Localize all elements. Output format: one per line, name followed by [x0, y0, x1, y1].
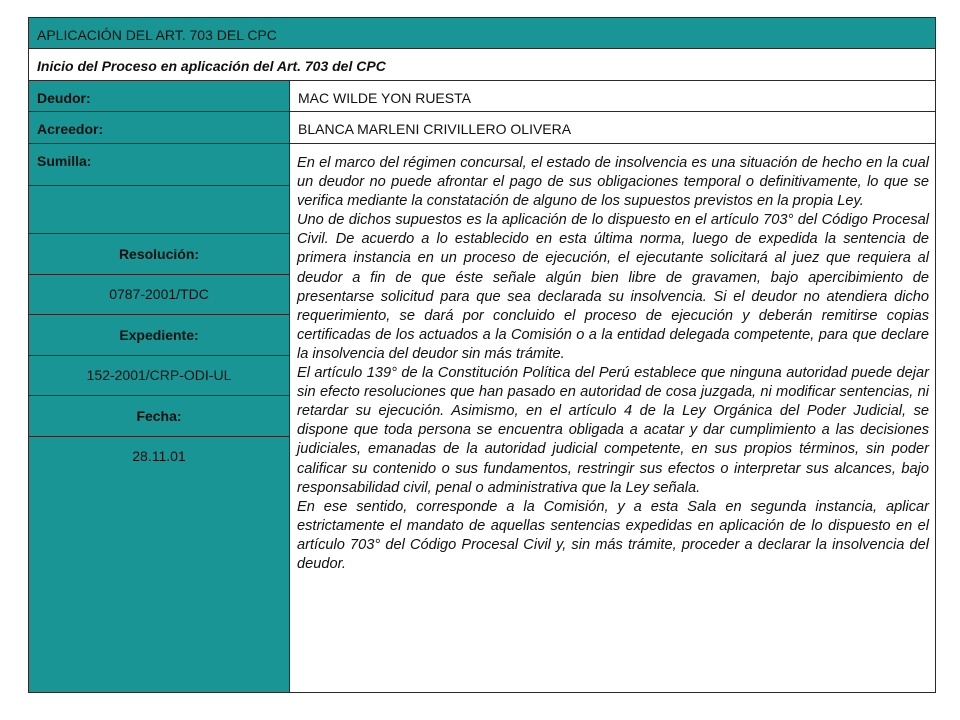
fecha-label-cell	[29, 396, 290, 437]
expediente-label: Expediente:	[119, 327, 199, 343]
document-title: APLICACIÓN DEL ART. 703 DEL CPC	[37, 27, 277, 43]
expediente-value: 152-2001/CRP-ODI-UL	[86, 367, 232, 383]
empty-teal-cell	[29, 186, 290, 234]
resolucion-label: Resolución:	[118, 246, 200, 262]
sumilla-paragraph: Uno de dichos supuestos es la aplicación de lo dispuesto en el artículo 703° del Código Procesal Civil. De acuerdo a lo establecido en esta última norma, luego de expedida la sentencia de primera instancia en un proceso de ejecución, el ejecutante solicitará al juez que requiera al deudor a fin de que éste señale algún bien libre de gravamen, bajo apercibimiento de presentarse solicitud para que sea declarada su insolvencia. Si el deudor no atendiera dicho requerimiento, se dará por concluido el proceso de ejecución y deberán remitirse copias certificadas de los actuados a la Comisión o a la entidad delegada competente, para que declare la insolvencia del deudor sin más trámite.	[297, 212, 929, 362]
document-subtitle: Inicio del Proceso en aplicación del Art. 703 del CPC	[37, 58, 386, 74]
expediente-value-cell	[29, 356, 290, 396]
subtitle-row	[29, 49, 935, 81]
resolucion-value: 0787-2001/TDC	[109, 286, 209, 302]
deudor-label-cell	[29, 81, 290, 112]
deudor-value: MAC WILDE YON RUESTA	[298, 90, 471, 106]
title-row	[29, 18, 935, 49]
acreedor-value: BLANCA MARLENI CRIVILLERO OLIVERA	[298, 121, 572, 137]
expediente-label-cell	[29, 315, 290, 356]
sumilla-label-cell	[29, 144, 290, 186]
acreedor-label-cell	[29, 112, 290, 144]
sumilla-paragraph: El artículo 139° de la Constitución Política del Perú establece que ninguna autoridad puede dejar sin efecto resoluciones que han pasado en autoridad de cosa juzgada, ni modificar sentencias, ni retardar su ejecución. Asimismo, en el artículo 4 de la Ley Orgánica del Poder Judicial, se dispone que toda persona se encuentra obligada a acatar y dar cumplimiento a las decisiones judiciales, emanadas de la autoridad judicial competente, en sus propios términos, sin poder calificar su contenido o sus fundamentos, restringir sus efectos o interpretar sus alcances, bajo responsabilidad civil, penal o administrativa que la Ley señala.	[297, 365, 929, 496]
resolucion-label-cell	[29, 234, 290, 275]
fecha-label: Fecha:	[136, 408, 182, 424]
document-table	[28, 17, 936, 693]
deudor-value-cell	[290, 81, 935, 112]
acreedor-label: Acreedor:	[37, 121, 104, 137]
sumilla-paragraph: En el marco del régimen concursal, el estado de insolvencia es una situación de hecho en la cual un deudor no puede afrontar el pago de sus obligaciones temporal o definitivamente, lo que se verifica mediante la constatación de alguno de los supuestos previstos en la propia Ley.	[297, 155, 929, 210]
fecha-value-cell	[29, 437, 290, 692]
sumilla-paragraph: En ese sentido, corresponde a la Comisión, y a esta Sala en segunda instancia, aplicar estrictamente el mandato de aquellas sentencias expedidas en aplicación de lo dispuesto en el artículo 703° del Código Procesal Civil y, sin más trámite, proceder a declarar la insolvencia del deudor.	[297, 498, 929, 572]
acreedor-value-cell	[290, 112, 935, 144]
deudor-label: Deudor:	[37, 90, 91, 106]
fecha-value: 28.11.01	[132, 448, 186, 464]
sumilla-text-cell	[290, 144, 935, 692]
sumilla-label: Sumilla:	[37, 153, 92, 169]
resolucion-value-cell	[29, 275, 290, 315]
